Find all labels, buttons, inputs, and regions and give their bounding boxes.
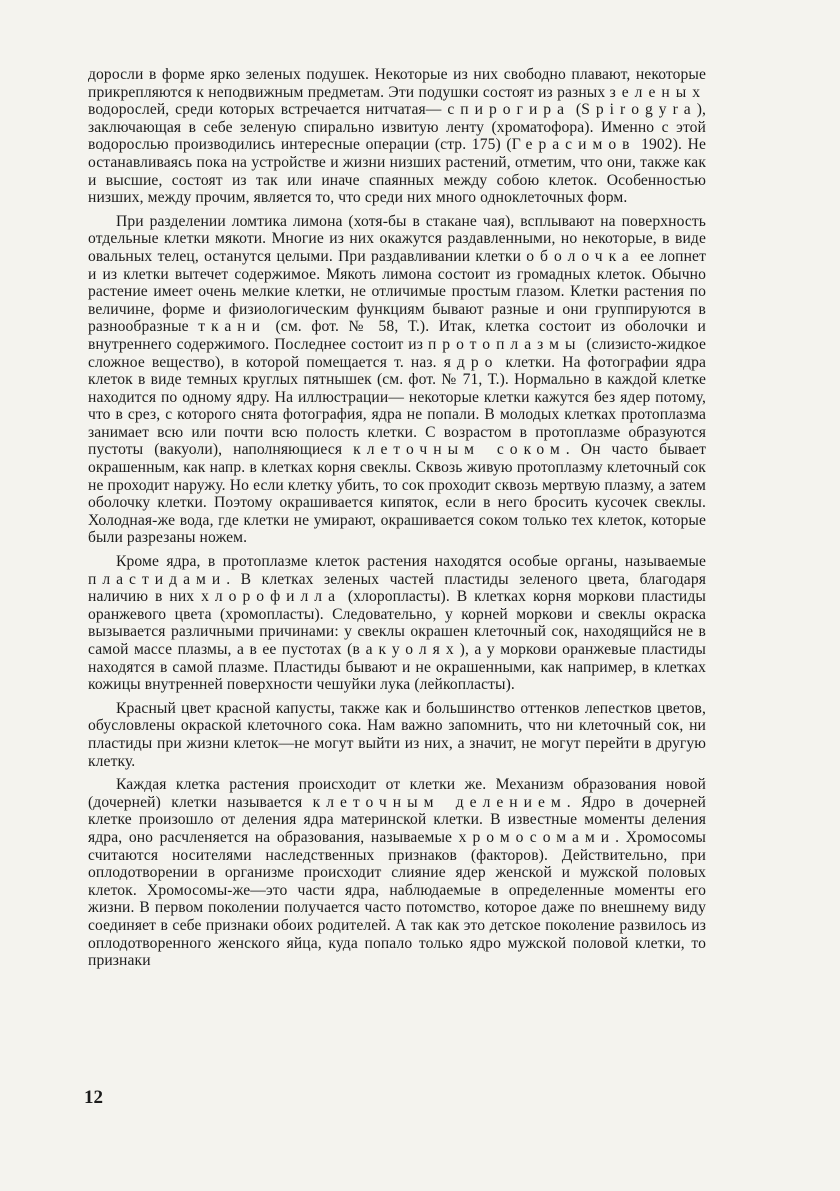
spaced-term: хромосомами [458,828,616,846]
paragraph-text: ( [570,101,582,119]
paragraph [88,776,706,970]
page-number: 12 [84,1087,103,1108]
paragraph-text: 1902). Не останавливаясь пока на устройстве и жизни низших растений, отметим, что они, также как и высшие, состоят из так или иначе спаянных между собою клеток. Особенностью низших, между прочим, является то, что среди них много одноклеточных форм. [88,136,706,207]
paragraph-text: ), а у моркови оранжевые пластиды находятся в самой плазме. Пластиды бывают и не окрашенными, как например, в клетках кожицы внутренней поверхности чешуйки лука (лейкопласты). [88,641,706,694]
spaced-term: клеточным соком [353,441,566,459]
paragraph [88,553,706,694]
paragraph-text: ), заключающая в себе зеленую спирально извитую ленту (хроматофора). Именно с этой водорослью производились интересные операции (стр. 175) ( [88,101,706,154]
spaced-term: ядро [443,353,499,371]
paragraph-text: Каждая клетка растения происходит от клетки же. Механизм образования новой (дочерней) клетки называется [88,776,706,811]
paragraph [88,66,706,207]
paragraph-text: (слизисто-жидкое сложное вещество), в которой помещается т. наз. [88,335,706,371]
paragraph-text: . Хромосомы считаются носителями наследственных признаков (факторов). Действительно, при оплодотворении в организме происходит слияние ядер женской и мужской половых клеток. Хромосомы-же—это части ядра, наблюдаемые в определенные моменты его жизни. В первом поколении получается часто потомство, которое даже по внешнему виду соединяет в себе признаки обоих родителей. А так как это детское поколение развилось из оплодотворенного женского яйца, куда попало только ядро мужской половой клетки, то признаки [88,828,706,970]
paragraph-text: . Он часто бывает окрашенным, как напр. в клетках корня свеклы. Сквозь живую протоплазму клеточный сок не проходит наружу. Но если клетку убить, то сок проходит сквозь мертвую плазму, а затем оболочку клетки. Поэтому окрашивается кипяток, если в него бросить кусочек свеклы. Холодная-же вода, где клетки не умирают, окрашивается соком только тех клеток, которые были разрезаны ножем. [88,441,706,547]
paragraph-text: . В клетках зеленых частей пластиды зеленого цвета, благодаря наличию в них [88,570,706,606]
spaced-term: спирогира [447,101,571,119]
paragraph-text: ее лопнет и из клетки вытечет содержимое. Мякоть лимона состоит из громадных клеток. Обычно растение имеет очень мелкие клетки, не отличимые простым глазом. Клетки растения по величине, форме и физиологическим функциям бывают разные и они группируются в разнообразные [88,247,706,336]
spaced-term: клеточным делением [312,793,567,811]
paragraph-text: Красный цвет красной капусты, также как и большинство оттенков лепестков цветов, обусловлены окраской клеточного сока. Нам важно запомнить, что ни клеточный сок, ни пластиды при жизни клеток—не могут выйти из них, а значит, не могут перейти в другую клетку. [88,699,706,770]
paragraph-text: (хлоропласты). В клетках корня моркови пластиды оранжевого цвета (хромопласты). Следовательно, у корней моркови и свеклы окраска вызывается различными причинами: у свеклы окрашен клеточный сок, находящийся не в самой массе плазмы, а в ее пустотах ( [88,588,706,658]
paragraph [88,700,706,770]
paragraph-text: водорослей, среди которых встречается нитчатая— [88,101,448,119]
paragraph-text: При разделении ломтика лимона (хотя-бы в стакане чая), всплывают на поверхность отдельные клетки мякоти. Многие из них окажутся раздавленными, но некоторые, в виде овальных телец, останутся целыми. При раздавливании клетки [88,212,706,265]
spaced-term: вакуолях [352,641,460,658]
spaced-term: Spirogyra [581,101,697,119]
spaced-term: Герасимов [511,136,636,154]
page-body [88,66,706,976]
paragraph-text: доросли в форме ярко зеленых подушек. Некоторые из них свободно плавают, некоторые прикрепляются к неподвижным предметам. Эти подушки состоят из разных [88,66,706,101]
paragraph [88,213,706,547]
paragraph-text: . Ядро в дочерней клетке произошло от деления ядра материнской клетки. В известные моменты деления ядра, оно расчленяется на образования, называемые [88,793,707,846]
spaced-term: пластидами [88,570,227,588]
spaced-term: оболочка [526,247,635,265]
paragraph-text: Кроме ядра, в протоплазме клеток растения находятся особые органы, называемые [116,553,706,571]
paragraph-text: клетки. На фотографии ядра клеток в виде темных круглых пятнышек (см. фот. № 71, Т.). Нормально в каждой клетке находится по одному ядру. На иллюстрации— некоторые клетки кажутся без ядер потому, что в срез, с которого снята фотография, ядра не попали. В молодых клетках протоплазма занимает всю или почти всю полость клетки. С возрастом в протоплазме образуются пустоты (вакуоли), наполняющиеся [88,353,706,459]
paragraph-text: (см. фот. № 58, Т.). Итак, клетка состоит из оболочки и внутреннего содержимого. Последнее состоит из [88,318,706,353]
spaced-term: зеленых [609,83,706,101]
spaced-term: хлорофилла [201,588,341,606]
spaced-term: протоплазмы [427,335,582,353]
spaced-term: ткани [198,318,266,336]
